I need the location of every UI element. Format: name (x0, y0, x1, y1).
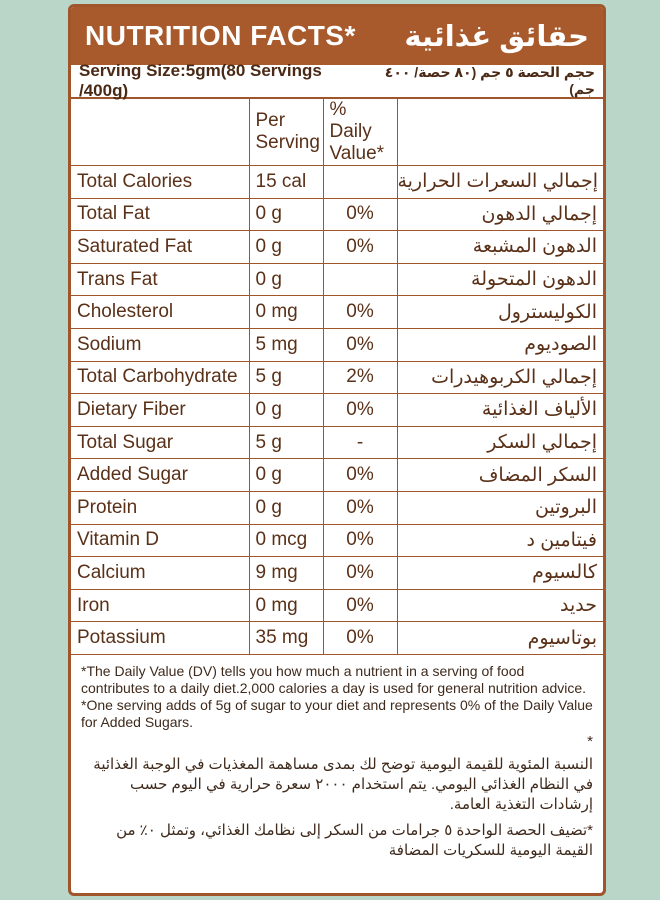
table-row (71, 166, 603, 199)
nutrient-name: Sodium (71, 328, 249, 361)
table-row (71, 328, 603, 361)
header-empty-ar (397, 99, 603, 166)
table-row (71, 557, 603, 590)
nutrient-daily-value: 0% (323, 589, 397, 622)
footnote-sugar-ar: *تضيف الحصة الواحدة ٥ جرامات من السكر إلى نظامك الغذائي، وتمثل ٠٪ من القيمة اليومية للسكريات المضافة (116, 821, 593, 859)
nutrient-name: Total Calories (71, 166, 249, 199)
nutrient-name-ar: الصوديوم (397, 328, 603, 361)
nutrient-amount: 0 g (249, 394, 323, 427)
label-header (71, 7, 603, 65)
nutrient-name-ar: فيتامين د (397, 524, 603, 557)
nutrient-name-ar: الدهون المتحولة (397, 263, 603, 296)
nutrient-daily-value: 0% (323, 231, 397, 264)
nutrient-name-ar: السكر المضاف (397, 459, 603, 492)
nutrition-rows (71, 166, 603, 655)
nutrient-amount: 0 g (249, 231, 323, 264)
nutrient-name: Calcium (71, 557, 249, 590)
nutrient-amount: 15 cal (249, 166, 323, 199)
nutrient-name: Trans Fat (71, 263, 249, 296)
nutrient-daily-value: 0% (323, 296, 397, 329)
nutrient-amount: 35 mg (249, 622, 323, 655)
table-row (71, 198, 603, 231)
nutrient-daily-value: 0% (323, 459, 397, 492)
nutrient-amount: 0 g (249, 263, 323, 296)
table-row (71, 524, 603, 557)
nutrient-amount: 0 mg (249, 296, 323, 329)
header-empty-en (71, 99, 249, 166)
nutrient-name: Saturated Fat (71, 231, 249, 264)
nutrient-name: Iron (71, 589, 249, 622)
nutrient-name-ar: إجمالي الكربوهيدرات (397, 361, 603, 394)
nutrient-daily-value: - (323, 426, 397, 459)
serving-size (71, 61, 603, 100)
nutrient-name: Total Sugar (71, 426, 249, 459)
nutrient-name: Cholesterol (71, 296, 249, 329)
nutrient-name-ar: إجمالي الدهون (397, 198, 603, 231)
nutrient-amount: 0 g (249, 459, 323, 492)
footnote-sugar-en: *One serving adds of 5g of sugar to your diet and represents 0% of the Daily Value for Added Sugars. (81, 696, 593, 730)
footnotes (71, 655, 603, 861)
nutrient-amount: 0 g (249, 198, 323, 231)
table-row (71, 361, 603, 394)
nutrient-name-ar: بوتاسيوم (397, 622, 603, 655)
table-row (71, 622, 603, 655)
nutrient-amount: 5 mg (249, 328, 323, 361)
serving-ar: حجم الحصة ٥ جم (٨٠ حصة/ ٤٠٠ جم) (384, 64, 595, 97)
table-row (71, 263, 603, 296)
nutrient-name-ar: إجمالي السعرات الحرارية (397, 166, 603, 199)
nutrient-name: Total Fat (71, 198, 249, 231)
nutrient-name-ar: الدهون المشبعة (397, 231, 603, 264)
nutrient-daily-value (323, 166, 397, 199)
nutrient-name: Vitamin D (71, 524, 249, 557)
header-daily-value: % Daily Value* (323, 99, 397, 166)
table-row (71, 231, 603, 264)
table-row (71, 394, 603, 427)
nutrient-amount: 0 mg (249, 589, 323, 622)
title-en: NUTRITION FACTS* (85, 20, 356, 51)
nutrient-amount: 5 g (249, 361, 323, 394)
nutrient-name: Protein (71, 491, 249, 524)
nutrient-daily-value: 0% (323, 198, 397, 231)
nutrient-name-ar: حديد (397, 589, 603, 622)
nutrient-daily-value: 0% (323, 524, 397, 557)
table-row (71, 426, 603, 459)
nutrient-name-ar: الكوليسترول (397, 296, 603, 329)
nutrient-amount: 0 mcg (249, 524, 323, 557)
footnote-dv-ar: النسبة المئوية للقيمة اليومية توضح لك بمدى مساهمة المغذيات في الوجبة الغذائية في النظام الغذائي اليومي. يتم استخدام ٢٠٠٠ سعرة حرارية في اليوم حسب إرشادات التغذية العامة. (93, 755, 593, 813)
nutrient-amount: 5 g (249, 426, 323, 459)
table-row (71, 589, 603, 622)
nutrient-name: Total Carbohydrate (71, 361, 249, 394)
nutrient-daily-value: 0% (323, 491, 397, 524)
nutrient-name-ar: الألياف الغذائية (397, 394, 603, 427)
serving-en: Serving Size:5gm(80 Servings /400g) (79, 61, 322, 100)
table-header-row (71, 99, 603, 166)
nutrient-name-ar: إجمالي السكر (397, 426, 603, 459)
nutrient-name: Potassium (71, 622, 249, 655)
nutrient-daily-value (323, 263, 397, 296)
nutrient-daily-value: 2% (323, 361, 397, 394)
table-row (71, 459, 603, 492)
nutrition-label (68, 4, 606, 896)
nutrient-name: Added Sugar (71, 459, 249, 492)
header-per-serving: Per Serving (249, 99, 323, 166)
nutrient-daily-value: 0% (323, 394, 397, 427)
nutrient-name-ar: البروتين (397, 491, 603, 524)
footnote-dv-en: *The Daily Value (DV) tells you how much a nutrient in a serving of food contributes to a daily diet.2,000 calories a day is used for general nutrition advice. (81, 662, 587, 696)
nutrient-name-ar: كالسيوم (397, 557, 603, 590)
nutrient-daily-value: 0% (323, 328, 397, 361)
nutrient-daily-value: 0% (323, 622, 397, 655)
nutrition-table (71, 99, 603, 655)
title-ar: حقائق غذائية (404, 20, 589, 53)
table-row (71, 491, 603, 524)
nutrient-amount: 0 g (249, 491, 323, 524)
nutrient-daily-value: 0% (323, 557, 397, 590)
table-row (71, 296, 603, 329)
nutrient-amount: 9 mg (249, 557, 323, 590)
nutrient-name: Dietary Fiber (71, 394, 249, 427)
footnote-star: * (587, 732, 593, 750)
